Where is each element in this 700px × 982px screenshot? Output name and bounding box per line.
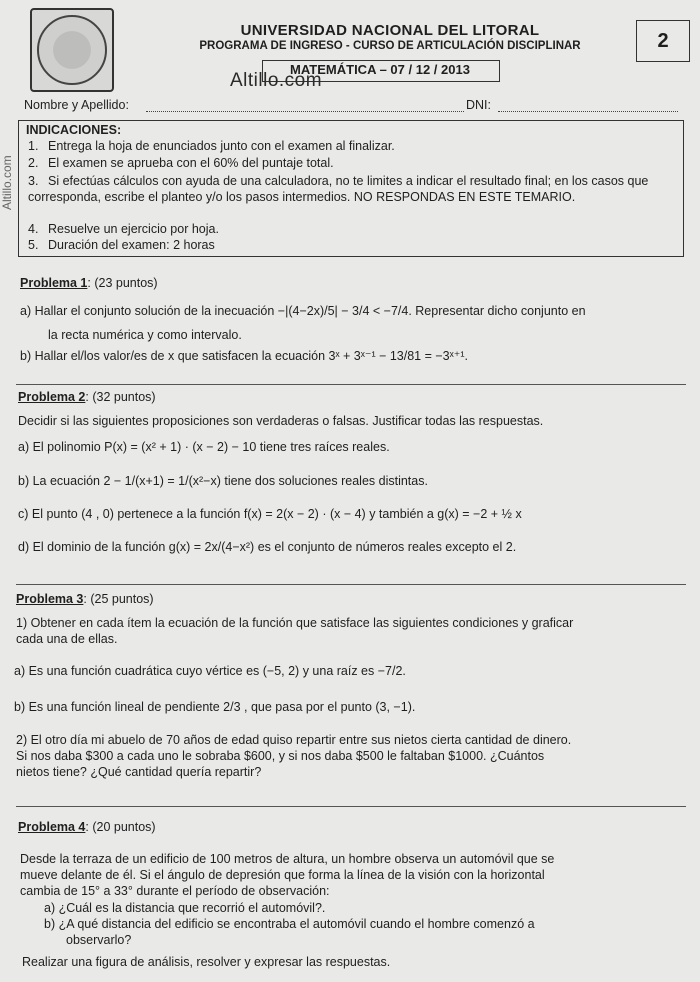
problem-3a: a) Es una función cuadrática cuyo vértice es (−5, 2) y una raíz es −7/2.: [14, 664, 406, 678]
problem-2d: d) El dominio de la función g(x) = 2x/(4−x²) es el conjunto de números reales excepto el 2.: [18, 540, 517, 554]
problem-2-intro: Decidir si las siguientes proposiciones son verdaderas o falsas. Justificar todas las respuestas.: [18, 414, 544, 428]
problem-4-text: Desde la terraza de un edificio de 100 metros de altura, un hombre observa un automóvil que se: [20, 852, 555, 866]
problem-3-1: 1) Obtener en cada ítem la ecuación de la función que satisface las siguientes condiciones y graficar: [16, 616, 574, 630]
instruction-item: 2. El examen se aprueba con el 60% del puntaje total.: [28, 156, 334, 170]
problem-2c: c) El punto (4 , 0) pertenece a la función f(x) = 2(x − 2) · (x − 4) y también a g(x) = −2 + ½ x: [18, 507, 522, 521]
problem-2b: b) La ecuación 2 − 1/(x+1) = 1/(x²−x) tiene dos soluciones reales distintas.: [18, 474, 428, 488]
university-name: UNIVERSIDAD NACIONAL DEL LITORAL: [240, 22, 540, 39]
dni-field[interactable]: [498, 110, 678, 112]
problem-3b: b) Es una función lineal de pendiente 2/3 , que pasa por el punto (3, −1).: [14, 700, 416, 714]
instruction-item: 1. Entrega la hoja de enunciados junto con el examen al finalizar.: [28, 139, 395, 153]
problem-3-1-cont: cada una de ellas.: [16, 632, 118, 646]
problem-3-heading: Problema 3: (25 puntos): [16, 592, 154, 606]
instruction-item: 4. Resuelve un ejercicio por hoja.: [28, 222, 219, 236]
watermark: Altillo.com: [230, 70, 323, 91]
problem-3-2-cont: nietos tiene? ¿Qué cantidad quería repartir?: [16, 765, 262, 779]
problem-4-final: Realizar una figura de análisis, resolver y expresar las respuestas.: [22, 955, 391, 969]
problem-2a: a) El polinomio P(x) = (x² + 1) · (x − 2) − 10 tiene tres raíces reales.: [18, 440, 390, 454]
problem-1-heading: Problema 1: (23 puntos): [20, 276, 158, 290]
program-name: PROGRAMA DE INGRESO - CURSO DE ARTICULACIÓN DISCIPLINAR: [199, 40, 581, 52]
divider: [16, 584, 686, 585]
problem-4b: b) ¿A qué distancia del edificio se encontraba el automóvil cuando el hombre comenzó a: [44, 917, 535, 931]
instruction-item: 5. Duración del examen: 2 horas: [28, 238, 215, 252]
instructions-title: INDICACIONES:: [26, 123, 122, 137]
problem-4-text: mueve delante de él. Si el ángulo de depresión que forma la línea de la visión con la horizontal: [20, 868, 545, 882]
problem-4a: a) ¿Cuál es la distancia que recorrió el automóvil?.: [44, 901, 326, 915]
exam-number: 2: [636, 20, 690, 62]
problem-4-text: cambia de 15° a 33° durante el período de observación:: [20, 884, 330, 898]
divider: [16, 806, 686, 807]
problem-3-2-cont: Si nos daba $300 a cada uno le sobraba $600, y si nos daba $500 le faltaban $1000. ¿Cuántos: [16, 749, 545, 763]
problem-1b: b) Hallar el/los valor/es de x que satisfacen la ecuación 3ˣ + 3ˣ⁻¹ − 13/81 = −3ˣ⁺¹.: [20, 349, 468, 363]
problem-1a: a) Hallar el conjunto solución de la inecuación −|(4−2x)/5| − 3/4 < −7/4. Representar dicho conjunto en: [20, 304, 586, 318]
dni-label: DNI:: [466, 98, 491, 112]
name-field[interactable]: [146, 110, 464, 112]
exam-title: MATEMÁTICA – 07 / 12 / 2013: [290, 62, 470, 77]
instruction-item: 3. Si efectúas cálculos con ayuda de una calculadora, no te limites a indicar el resultado final; en los casos que corresponda, escribe el planteo y/o los pasos intermedios. NO RESPONDAS EN ESTE TEMARIO.: [28, 174, 649, 204]
name-label: Nombre y Apellido:: [24, 98, 129, 112]
side-watermark: Altillo.com: [0, 155, 14, 210]
problem-4b-cont: observarlo?: [66, 933, 132, 947]
university-seal-icon: [30, 8, 114, 92]
problem-3-2: 2) El otro día mi abuelo de 70 años de edad quiso repartir entre sus nietos cierta cantidad de dinero.: [16, 733, 572, 747]
problem-2-heading: Problema 2: (32 puntos): [18, 390, 156, 404]
problem-4-heading: Problema 4: (20 puntos): [18, 820, 156, 834]
problem-1a-cont: la recta numérica y como intervalo.: [48, 328, 242, 342]
divider: [16, 384, 686, 385]
